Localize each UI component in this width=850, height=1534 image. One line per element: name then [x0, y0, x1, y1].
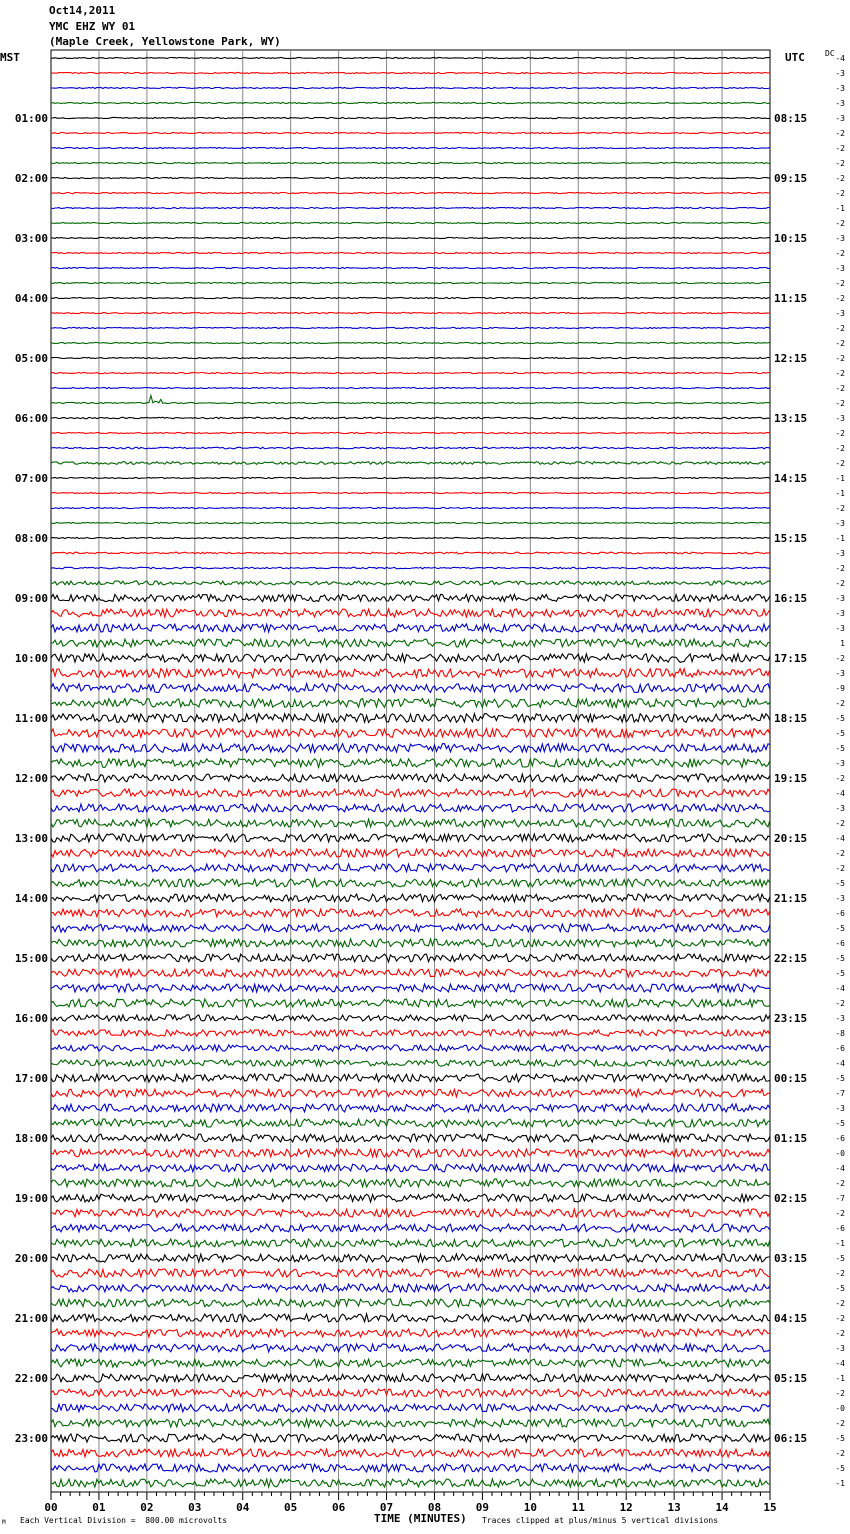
dc-offset-label: -2 [835, 159, 845, 168]
dc-offset-label: -2 [835, 324, 845, 333]
trace-61 [51, 969, 770, 977]
trace-67 [51, 1060, 770, 1066]
trace-79 [51, 1239, 770, 1247]
trace-70 [51, 1104, 770, 1112]
dc-offset-label: 1 [840, 639, 845, 648]
trace-31 [51, 522, 770, 523]
trace-39 [51, 639, 770, 647]
trace-10 [51, 207, 770, 208]
trace-27 [51, 462, 770, 465]
trace-62 [51, 984, 770, 992]
dc-offset-label: -5 [835, 1254, 845, 1263]
dc-offset-label: -2 [835, 249, 845, 258]
dc-offset-label: -1 [835, 204, 845, 213]
dc-offset-label: -2 [835, 1299, 845, 1308]
trace-66 [51, 1045, 770, 1051]
trace-49 [51, 789, 770, 797]
mst-hour-label: 04:00 [14, 292, 48, 305]
dc-offset-label: -7 [835, 1089, 845, 1098]
utc-hour-label: 17:15 [774, 652, 808, 665]
trace-29 [51, 492, 770, 493]
dc-offset-label: -3 [835, 1014, 845, 1023]
x-tick-label: 03 [188, 1501, 202, 1514]
trace-82 [51, 1284, 770, 1292]
mst-hour-label: 02:00 [14, 172, 48, 185]
dc-offset-label: -2 [835, 384, 845, 393]
trace-65 [51, 1030, 770, 1036]
trace-64 [51, 1015, 770, 1021]
mst-hour-label: 21:00 [14, 1312, 48, 1325]
dc-offset-label: -3 [835, 894, 845, 903]
trace-85 [51, 1329, 770, 1337]
dc-offset-label: -3 [835, 804, 845, 813]
x-tick-label: 04 [236, 1501, 250, 1514]
dc-offset-label: -2 [835, 429, 845, 438]
header-date: Oct14,2011 [49, 4, 116, 17]
x-tick-label: 02 [140, 1501, 154, 1514]
utc-hour-label: 00:15 [774, 1072, 808, 1085]
dc-offset-label: -2 [835, 129, 845, 138]
dc-offset-label: -3 [835, 69, 845, 78]
dc-offset-label: -4 [835, 54, 845, 63]
dc-offset-label: -3 [835, 234, 845, 243]
dc-offset-label: -6 [835, 909, 845, 918]
dc-offset-label: -5 [835, 879, 845, 888]
dc-offset-label: -6 [835, 1044, 845, 1053]
dc-offset-label: -2 [835, 279, 845, 288]
trace-47 [51, 759, 770, 768]
trace-46 [51, 744, 770, 753]
dc-offset-label: -3 [835, 1104, 845, 1113]
trace-23 [51, 396, 770, 404]
utc-hour-label: 10:15 [774, 232, 808, 245]
dc-offset-label: -3 [835, 414, 845, 423]
mst-hour-label: 01:00 [14, 112, 48, 125]
trace-6 [51, 147, 770, 148]
x-tick-label: 00 [44, 1501, 58, 1514]
trace-73 [51, 1149, 770, 1157]
mst-hour-label: 15:00 [14, 952, 48, 965]
mst-hour-label: 10:00 [14, 652, 48, 665]
trace-2 [51, 87, 770, 88]
dc-offset-label: -5 [835, 954, 845, 963]
trace-63 [51, 999, 770, 1007]
trace-18 [51, 327, 770, 328]
trace-54 [51, 864, 770, 872]
trace-88 [51, 1374, 770, 1382]
utc-hour-label: 18:15 [774, 712, 808, 725]
trace-71 [51, 1119, 770, 1127]
trace-45 [51, 729, 770, 738]
dc-offset-label: -2 [835, 1329, 845, 1338]
dc-offset-label: -5 [835, 1434, 845, 1443]
utc-hour-label: 15:15 [774, 532, 808, 545]
trace-74 [51, 1164, 770, 1172]
trace-55 [51, 879, 770, 887]
dc-offset-label: -3 [835, 759, 845, 768]
trace-0 [51, 57, 770, 58]
trace-24 [51, 417, 770, 419]
mst-hour-label: 19:00 [14, 1192, 48, 1205]
utc-hour-label: 08:15 [774, 112, 808, 125]
trace-13 [51, 252, 770, 253]
trace-33 [51, 552, 770, 554]
utc-hour-label: 16:15 [774, 592, 808, 605]
dc-offset-label: -3 [835, 99, 845, 108]
dc-offset-label: -2 [835, 504, 845, 513]
trace-77 [51, 1209, 770, 1217]
trace-90 [51, 1404, 770, 1412]
header-station: YMC EHZ WY 01 [49, 20, 136, 33]
dc-offset-label: -4 [835, 1359, 845, 1368]
dc-offset-label: -2 [835, 999, 845, 1008]
mst-hour-label: 16:00 [14, 1012, 48, 1025]
utc-hour-label: 23:15 [774, 1012, 808, 1025]
x-tick-label: 01 [92, 1501, 106, 1514]
x-tick-label: 12 [619, 1501, 633, 1514]
dc-offset-label: -2 [835, 1314, 845, 1323]
dc-offset-label: -2 [835, 849, 845, 858]
dc-offset-label: -2 [835, 654, 845, 663]
utc-hour-label: 03:15 [774, 1252, 808, 1265]
trace-7 [51, 162, 770, 163]
trace-36 [51, 594, 770, 601]
dc-offset-label: -2 [835, 864, 845, 873]
trace-89 [51, 1389, 770, 1397]
dc-offset-label: -4 [835, 834, 845, 843]
dc-offset-label: -2 [835, 354, 845, 363]
dc-offset-label: -2 [835, 564, 845, 573]
dc-offset-label: -8 [835, 1029, 845, 1038]
trace-83 [51, 1299, 770, 1307]
trace-42 [51, 684, 770, 693]
x-axis [44, 1492, 776, 1514]
dc-offset-label: -2 [835, 369, 845, 378]
dc-offset-label: -7 [835, 1194, 845, 1203]
dc-offset-label: -2 [835, 444, 845, 453]
trace-44 [51, 714, 770, 723]
dc-offset-label: -2 [835, 1269, 845, 1278]
trace-87 [51, 1359, 770, 1367]
dc-offset-label: -5 [835, 1284, 845, 1293]
dc-offset-label: -2 [835, 399, 845, 408]
dc-offset-label: -2 [835, 189, 845, 198]
utc-axis-label: UTC [785, 51, 805, 64]
trace-53 [51, 849, 770, 857]
trace-11 [51, 222, 770, 223]
trace-68 [51, 1074, 770, 1082]
trace-25 [51, 432, 770, 433]
dc-offset-label: -3 [835, 1344, 845, 1353]
dc-offset-label: -3 [835, 309, 845, 318]
trace-15 [51, 282, 770, 283]
dc-offset-label: -5 [835, 714, 845, 723]
trace-20 [51, 357, 770, 358]
utc-hour-label: 13:15 [774, 412, 808, 425]
mst-hour-label: 14:00 [14, 892, 48, 905]
dc-offset-label: -5 [835, 969, 845, 978]
x-tick-label: 06 [331, 1501, 346, 1514]
trace-80 [51, 1254, 770, 1262]
dc-offset-label: -4 [835, 1059, 845, 1068]
dc-offset-label: -4 [835, 984, 845, 993]
x-tick-label: 15 [763, 1501, 777, 1514]
trace-21 [51, 372, 770, 373]
trace-60 [51, 954, 770, 962]
trace-16 [51, 297, 770, 298]
mst-hour-label: 05:00 [14, 352, 48, 365]
dc-offset-label: -2 [835, 294, 845, 303]
mst-hour-label: 23:00 [14, 1432, 48, 1445]
x-tick-label: 13 [667, 1501, 681, 1514]
trace-22 [51, 387, 770, 388]
mst-hour-label: 03:00 [14, 232, 48, 245]
dc-offset-label: -2 [835, 174, 845, 183]
dc-offset-label: -1 [835, 534, 845, 543]
trace-43 [51, 699, 770, 708]
dc-offset-label: -1 [835, 1479, 845, 1488]
dc-offset-label: -2 [835, 459, 845, 468]
dc-offset-label: -4 [835, 789, 845, 798]
dc-offset-label: -3 [835, 624, 845, 633]
x-axis-title: TIME (MINUTES) [374, 1512, 467, 1525]
mst-hour-label: 22:00 [14, 1372, 48, 1385]
dc-offset-label: -2 [835, 1209, 845, 1218]
trace-75 [51, 1179, 770, 1187]
utc-hour-label: 21:15 [774, 892, 808, 905]
dc-offset-label: -6 [835, 939, 845, 948]
dc-offset-label: -2 [835, 579, 845, 588]
utc-hour-label: 14:15 [774, 472, 808, 485]
dc-offset-label: -1 [835, 1239, 845, 1248]
dc-offset-label: -5 [835, 924, 845, 933]
dc-offset-label: -3 [835, 519, 845, 528]
trace-76 [51, 1194, 770, 1202]
dc-offset-label: -2 [835, 774, 845, 783]
mst-hour-labels [15, 112, 48, 1445]
trace-59 [51, 939, 770, 947]
trace-32 [51, 537, 770, 538]
trace-3 [51, 102, 770, 103]
utc-hour-label: 04:15 [774, 1312, 808, 1325]
trace-40 [51, 654, 770, 663]
x-tick-label: 11 [571, 1501, 585, 1514]
trace-69 [51, 1089, 770, 1097]
dc-offset-label: -1 [835, 1374, 845, 1383]
dc-offset-label: -3 [835, 549, 845, 558]
utc-hour-label: 12:15 [774, 352, 808, 365]
utc-hour-label: 02:15 [774, 1192, 808, 1205]
dc-offset-label: -2 [835, 144, 845, 153]
utc-hour-label: 05:15 [774, 1372, 808, 1385]
dc-offset-label: -2 [835, 1449, 845, 1458]
utc-hour-label: 20:15 [774, 832, 808, 845]
dc-offset-label: -6 [835, 1224, 845, 1233]
x-tick-label: 07 [379, 1501, 394, 1514]
trace-14 [51, 267, 770, 268]
trace-93 [51, 1449, 770, 1457]
trace-56 [51, 894, 770, 902]
trace-1 [51, 72, 770, 73]
utc-hour-label: 06:15 [774, 1432, 808, 1445]
trace-4 [51, 117, 770, 118]
trace-78 [51, 1224, 770, 1232]
dc-offset-label: -5 [835, 744, 845, 753]
trace-34 [51, 567, 770, 569]
utc-hour-label: 22:15 [774, 952, 808, 965]
mst-hour-label: 12:00 [14, 772, 48, 785]
footer-clip-note: Traces clipped at plus/minus 5 vertical divisions [482, 1516, 719, 1525]
header-location: (Maple Creek, Yellowstone Park, WY) [49, 35, 281, 48]
trace-12 [51, 237, 770, 238]
mst-hour-label: 18:00 [14, 1132, 48, 1145]
footer-corner-mark: M [2, 1519, 6, 1526]
dc-offset-label: -2 [835, 699, 845, 708]
dc-offset-label: -3 [835, 84, 845, 93]
utc-hour-label: 11:15 [774, 292, 808, 305]
dc-offset-label: -2 [835, 219, 845, 228]
dc-offset-label: -2 [835, 1389, 845, 1398]
trace-57 [51, 909, 770, 917]
x-tick-label: 05 [284, 1501, 298, 1514]
dc-offset-label: -3 [835, 264, 845, 273]
trace-8 [51, 177, 770, 178]
mst-axis-label: MST [0, 51, 20, 64]
dc-offset-label: -5 [835, 729, 845, 738]
footer-scale-note: Each Vertical Division = 800.00 microvolts [20, 1516, 228, 1525]
x-tick-label: 08 [427, 1501, 442, 1514]
utc-hour-labels [774, 112, 807, 1445]
dc-offset-label: -2 [835, 1419, 845, 1428]
dc-offset-labels [835, 54, 845, 1488]
trace-81 [51, 1269, 770, 1277]
mst-hour-label: 08:00 [14, 532, 48, 545]
mst-hour-label: 13:00 [14, 832, 48, 845]
dc-offset-label: -1 [835, 489, 845, 498]
dc-offset-label: -0 [835, 1404, 845, 1413]
dc-offset-label: -0 [835, 1149, 845, 1158]
trace-58 [51, 924, 770, 932]
trace-51 [51, 819, 770, 827]
trace-26 [51, 447, 770, 449]
utc-hour-label: 09:15 [774, 172, 808, 185]
x-tick-label: 09 [475, 1501, 490, 1514]
trace-72 [51, 1134, 770, 1142]
trace-50 [51, 804, 770, 812]
dc-offset-label: -5 [835, 1464, 845, 1473]
x-tick-label: 14 [715, 1501, 729, 1514]
trace-5 [51, 132, 770, 133]
dc-offset-label: -3 [835, 114, 845, 123]
mst-hour-label: 06:00 [14, 412, 48, 425]
trace-19 [51, 342, 770, 343]
trace-86 [51, 1344, 770, 1352]
trace-92 [51, 1434, 770, 1442]
trace-38 [51, 624, 770, 632]
dc-offset-label: -1 [835, 474, 845, 483]
dc-offset-label: -6 [835, 1134, 845, 1143]
trace-9 [51, 192, 770, 193]
dc-offset-label: -2 [835, 339, 845, 348]
dc-offset-label: -3 [835, 594, 845, 603]
mst-hour-label: 17:00 [14, 1072, 48, 1085]
trace-30 [51, 507, 770, 508]
mst-hour-label: 20:00 [14, 1252, 48, 1265]
mst-hour-label: 07:00 [14, 472, 48, 485]
traces [51, 57, 770, 1487]
trace-48 [51, 774, 770, 782]
trace-35 [51, 581, 770, 585]
dc-offset-label: -3 [835, 669, 845, 678]
trace-28 [51, 477, 770, 478]
trace-94 [51, 1464, 770, 1472]
trace-95 [51, 1479, 770, 1487]
dc-label: DC [825, 49, 835, 58]
dc-offset-label: -3 [835, 609, 845, 618]
utc-hour-label: 19:15 [774, 772, 808, 785]
dc-offset-label: -5 [835, 1074, 845, 1083]
utc-hour-label: 01:15 [774, 1132, 808, 1145]
trace-37 [51, 609, 770, 617]
dc-offset-label: -2 [835, 819, 845, 828]
dc-offset-label: -4 [835, 1164, 845, 1173]
dc-offset-label: -2 [835, 1179, 845, 1188]
trace-41 [51, 669, 770, 678]
trace-91 [51, 1419, 770, 1427]
trace-17 [51, 312, 770, 313]
trace-84 [51, 1314, 770, 1322]
trace-52 [51, 834, 770, 842]
dc-offset-label: -5 [835, 1119, 845, 1128]
mst-hour-label: 09:00 [14, 592, 48, 605]
dc-offset-label: -9 [835, 684, 845, 693]
mst-hour-label: 11:00 [14, 712, 48, 725]
x-tick-label: 10 [523, 1501, 537, 1514]
